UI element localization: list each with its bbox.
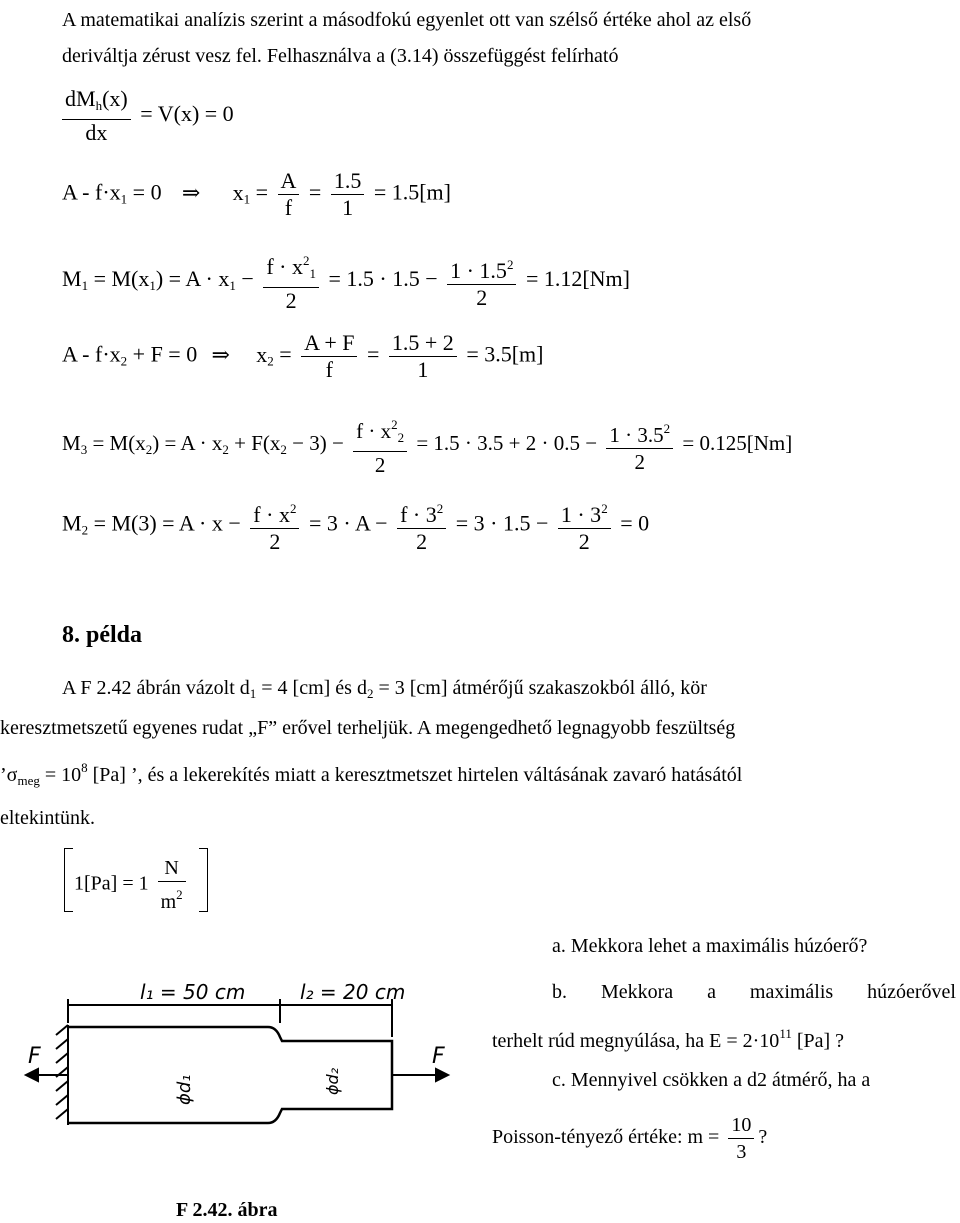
equation-derivative: $\frac{dM_h(x)}{dx}$ = V(x) = 0 <box>58 86 234 146</box>
intro-line-2: deriváltja zérust vesz fel. Felhasználva a (3.14) összefüggést felírható <box>62 45 619 67</box>
question-b-line-1: b. Mekkora a maximális húzóerővel <box>552 981 956 1003</box>
problem-line-3: $’\sigma_{meg} = 10^8$ [Pa] ’, és a lekerekítés miatt a keresztmetszet hirtelen váltásának zavaró hatásától <box>0 760 743 788</box>
force-arrow-right <box>392 1069 448 1081</box>
figure-caption: F 2.42. ábra <box>176 1199 278 1221</box>
example-heading: 8. példa <box>62 622 143 648</box>
rod-figure <box>20 965 460 1145</box>
problem-line-4: eltekintünk. <box>0 807 95 829</box>
force-label-right: F <box>432 1044 445 1069</box>
diameter-label-d2: ϕd₂ <box>323 1067 342 1095</box>
dimension-lines <box>68 999 392 1037</box>
equation-x1: $A - f\cdot x_1 = 0$ ⇒ $x_1$ = $\frac{A}{f}$ = $\frac{1.5}{1}$ = 1.5[m] <box>62 168 451 220</box>
right-bracket <box>199 848 208 912</box>
question-b-line-2: terhelt rúd megnyúlása, ha $E = 2\cdot 10^{11}$ [Pa] ? <box>492 1026 845 1052</box>
equation-M1: $M_1 = M(x_1) = A \cdot x_1$ − $\frac{f \cdot x^2_1}{2}$ = 1.5 · 1.5 − $\frac{1 \cdot 1.5^2}{2}$ = 1.12[Nm] <box>62 248 630 314</box>
intro-line-1: A matematikai analízis szerint a másodfokú egyenlet ott van szélső értéke ahol az első <box>62 9 752 31</box>
diameter-label-d1: ϕd₁ <box>174 1074 195 1105</box>
equation-M2: $M_2 = M(3) = A \cdot x$ − $\frac{f \cdot x^2}{2}$ = 3 · A − $\frac{f \cdot 3^2}{2}$ = 3 · 1.5 − $\frac{1 \cdot 3^2}{2}$ = 0 <box>62 496 649 555</box>
problem-line-2: keresztmetszetű egyenes rudat „F” erővel terheljük. A megengedhető legnagyobb feszültség <box>0 717 736 739</box>
equation-M3: $M_3 = M(x_2) = A \cdot x_2 + F(x_2 - 3)$ − $\frac{f \cdot x^2_2}{2}$ = 1.5 · 3.5 + 2 · 0.5 − $\frac{1 \cdot 3.5^2}{2}$ = 0.125[Nm] <box>62 412 792 478</box>
question-c-line-1: c. Mennyivel csökken a d2 átmérő, ha a <box>552 1069 871 1091</box>
force-label-left: F <box>28 1044 41 1069</box>
problem-line-1: A F 2.42 ábrán vázolt $d_1 = 4$ [cm] és $d_2 = 3$ [cm] átmérőjű szakaszokból álló, kör <box>62 677 707 701</box>
length-label-l1: l₁ = 50 cm <box>140 980 246 1004</box>
question-c-line-2: Poisson-tényező értéke: m = $\frac{10}{3}$ ? <box>492 1114 768 1163</box>
unit-definition: 1[Pa] = 1 $\frac{N}{m^2}$ <box>64 848 208 910</box>
force-arrow-left <box>26 1069 68 1081</box>
question-a: a. Mekkora lehet a maximális húzóerő? <box>552 935 868 957</box>
rod-outline <box>68 1027 392 1123</box>
length-label-l2: l₂ = 20 cm <box>300 980 406 1004</box>
equation-x2: $A - f\cdot x_2 + F = 0$ ⇒ $x_2$ = $\frac{A + F}{f}$ = $\frac{1.5 + 2}{1}$ = 3.5[m] <box>62 330 544 382</box>
left-bracket <box>64 848 73 912</box>
